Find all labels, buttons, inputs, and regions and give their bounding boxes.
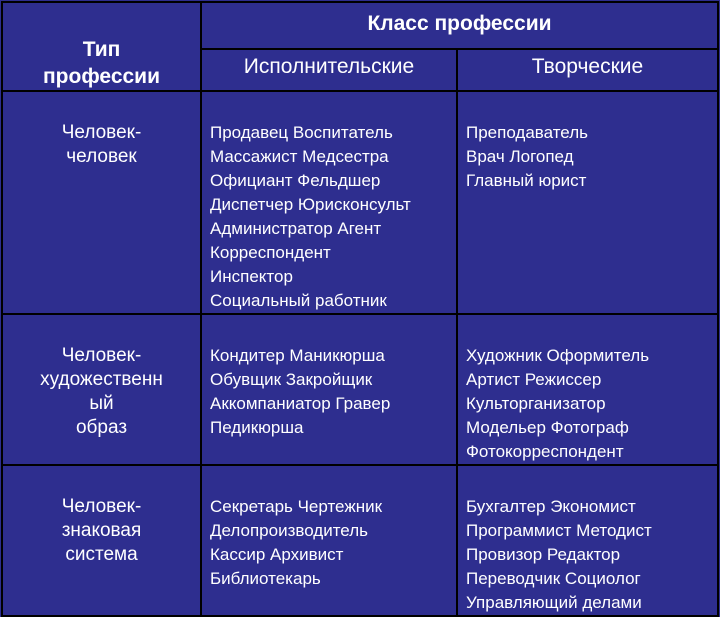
professions-table bbox=[1, 1, 719, 617]
header-type-label: Тип профессии bbox=[42, 38, 161, 88]
header-type-cell bbox=[2, 2, 201, 91]
creative-cell bbox=[457, 314, 718, 465]
executive-professions: Кондитер Маникюрша Обувщик Закройщик Аккомпаниатор Гравер Педикюрша bbox=[210, 346, 391, 437]
creative-cell bbox=[457, 465, 718, 616]
table-row bbox=[2, 465, 718, 616]
executive-cell bbox=[201, 314, 457, 465]
row-type-cell bbox=[2, 91, 201, 314]
row-type-label: Человек- знаковая система bbox=[61, 496, 142, 565]
row-type-label: Человек- человек bbox=[61, 122, 142, 167]
executive-professions: Секретарь Чертежник Делопроизводитель Кассир Архивист Библиотекарь bbox=[210, 497, 383, 588]
header-class-cell bbox=[201, 2, 718, 49]
header-executive-label: Исполнительские bbox=[243, 54, 415, 78]
table-row bbox=[2, 314, 718, 465]
header-class-label: Класс профессии bbox=[367, 12, 552, 35]
creative-professions: Бухгалтер Экономист Программист Методист Провизор Редактор Переводчик Социолог Управляющий делами bbox=[466, 497, 652, 612]
row-type-cell bbox=[2, 465, 201, 616]
header-executive-cell bbox=[201, 49, 457, 91]
creative-professions: Преподаватель Врач Логопед Главный юрист bbox=[466, 123, 588, 190]
table-row bbox=[2, 91, 718, 314]
row-type-cell bbox=[2, 314, 201, 465]
executive-professions: Продавец Воспитатель Массажист Медсестра Официант Фельдшер Диспетчер Юрисконсульт Администратор Агент Корреспондент Инспектор Социальный работник bbox=[210, 123, 411, 310]
row-type-label: Человек- художественн ый образ bbox=[40, 345, 163, 438]
creative-cell bbox=[457, 91, 718, 314]
executive-cell bbox=[201, 91, 457, 314]
header-creative-label: Творческие bbox=[531, 54, 644, 78]
header-creative-cell bbox=[457, 49, 718, 91]
executive-cell bbox=[201, 465, 457, 616]
creative-professions: Художник Оформитель Артист Режиссер Культорганизатор Модельер Фотограф Фотокорреспондент bbox=[466, 346, 650, 461]
